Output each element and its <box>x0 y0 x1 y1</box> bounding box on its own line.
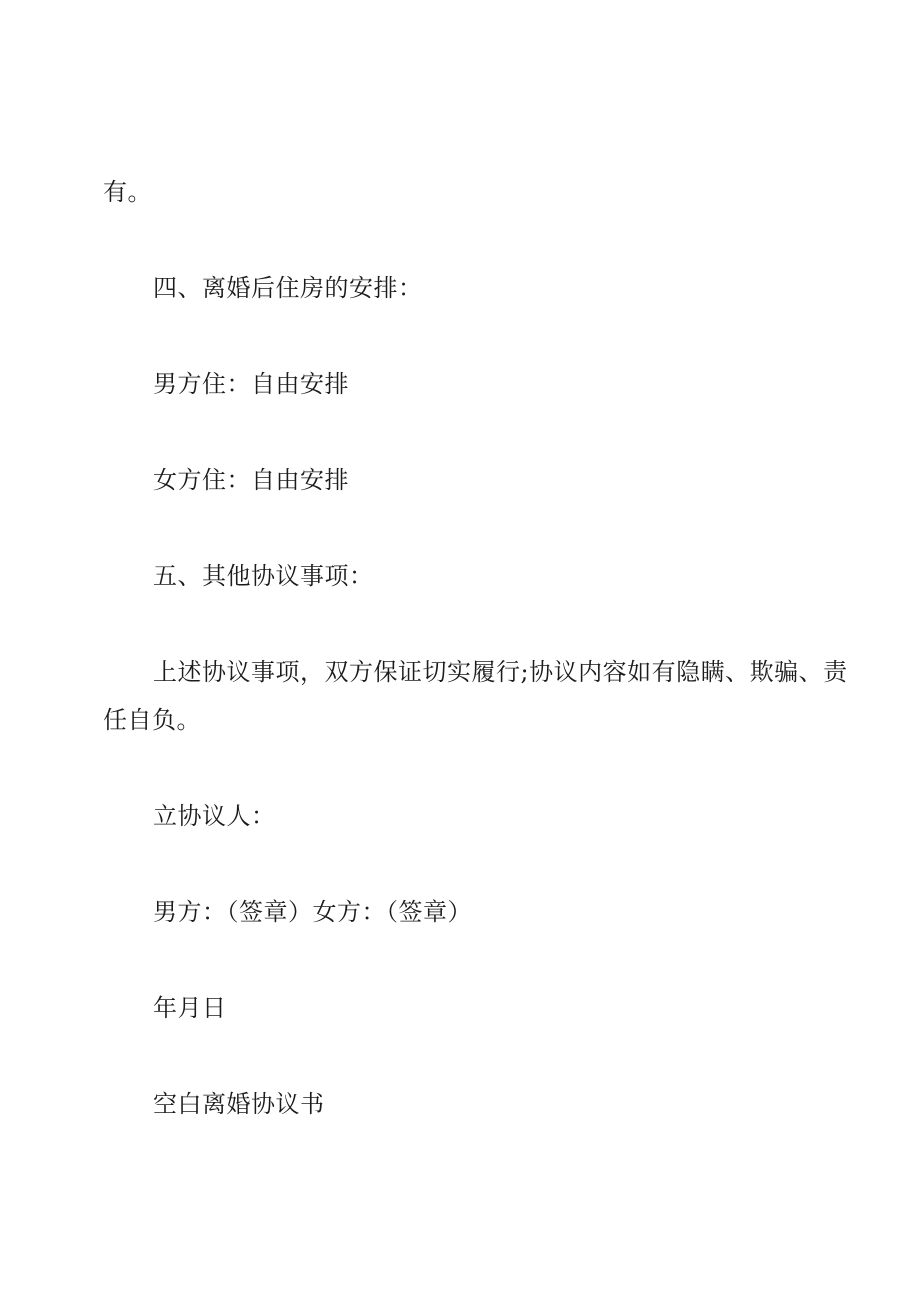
text-line-signature-row: 男方：（签章）女方：（签章） <box>153 898 472 926</box>
text-line-document-title: 空白离婚协议书 <box>153 1090 325 1118</box>
text-line-date: 年月日 <box>153 994 227 1022</box>
text-line-guarantee-clause-wrap: 任自负。 <box>103 706 201 734</box>
text-line-signatories-label: 立协议人： <box>153 802 276 830</box>
text-line-section-4-heading: 四、离婚后住房的安排： <box>153 274 423 302</box>
text-line-wife-residence: 女方住：自由安排 <box>153 466 349 494</box>
text-line-husband-residence: 男方住：自由安排 <box>153 370 349 398</box>
text-line-paragraph-tail: 有。 <box>103 178 152 206</box>
text-line-section-5-heading: 五、其他协议事项： <box>153 562 374 590</box>
text-line-guarantee-clause: 上述协议事项，双方保证切实履行;协议内容如有隐瞒、欺骗、责 <box>153 658 848 686</box>
